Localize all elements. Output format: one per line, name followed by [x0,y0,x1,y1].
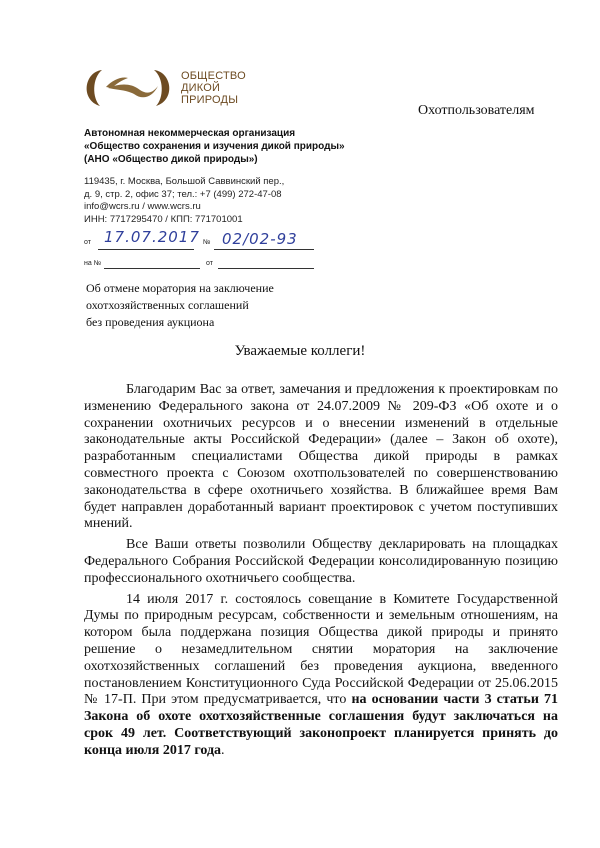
logo-bird [108,85,158,98]
contact-block [84,176,384,226]
address-line-2: д. 9, стр. 2, офис 37; тел.: +7 (499) 272-47-08 [84,188,282,200]
reference-date-line [218,268,314,269]
email-website: info@wcrs.ru / www.wcrs.ru [84,201,201,212]
reference-line [104,268,200,269]
letter-body [84,382,558,764]
logo-line-2: ДИКОЙ [181,82,221,94]
paragraph-2: Все Ваши ответы позволили Обществу декларировать на площадках Федерального Собрания Российской Федерации консолидированную позицию профессионального охотничьего сообщества. [84,537,558,586]
handwritten-number: 02/02-93 [222,230,298,248]
org-line-2: «Общество сохранения и изучения дикой природы» [84,141,345,152]
logo-line-3: ПРИРОДЫ [181,94,239,106]
org-line-3: (АНО «Общество дикой природы») [84,154,258,165]
logo-right-arc [154,70,169,106]
letter-subject [86,280,326,331]
recipient: Охотпользователям [418,103,535,118]
organization-name [84,127,384,166]
reference-date-label: от [206,260,213,267]
subject-line-1: Об отмене моратория на заключение [86,281,274,295]
subject-line-2: охотхозяйственных соглашений [86,298,249,312]
paragraph-3-bold: на основании части 3 статьи 71 Закона об охоте охотхозяйственные соглашения будут заключаться на срок 49 лет. Соответствующий законопроект планируется принять до конца июля 2017 года [84,692,559,758]
reference-label: на № [84,260,102,267]
date-label: от [84,239,91,246]
logo-wordmark [181,70,291,106]
org-line-1: Автономная некоммерческая организация [84,128,296,139]
address-line-1: 119435, г. Москва, Большой Саввинский пер., [84,176,285,187]
organization-logo [78,64,178,114]
number-label: № [203,239,211,246]
date-line [98,249,194,250]
number-line [214,249,314,250]
paragraph-3 [84,592,558,760]
handwritten-date: 17.07.2017 [104,228,200,246]
logo-left-arc [87,70,102,106]
greeting: Уважаемые коллеги! [234,343,366,359]
paragraph-3-text: 14 июля 2017 г. состоялось совещание в Комитете Государственной Думы по природным ресурсам, собственности и земельным отношениям, на котором была поддержана позиция Общества дикой природы и принято решение о незамедлительном снятии моратория на заключение охотхозяйственных соглашений без проведения аукциона, введенного постановлением Конституционного Суда Российской Федерации от 25.06.2015 № 17-П. При этом предусматривается, что [84,591,558,708]
tax-ids: ИНН: 7717295470 / КПП: 771701001 [84,213,243,225]
paragraph-1: Благодарим Вас за ответ, замечания и предложения к проектировкам по изменению Федерального закона от 24.07.2009 № 209-ФЗ «Об охоте и о сохранении охотничьих ресурсов и о внесении изменений в отдельные законодательные акты Российской Федерации» (далее – Закон об охоте), разработанным специалистами Общества дикой природы в рамках совместного проекта с Союзом охотпользователей по совершенствованию законодательства в сфере охотничьего хозяйства. В ближайшее время Вам будет направлен доработанный вариант проектировок с учетом поступивших мнений. [84,382,558,532]
paragraph-3-end: . [221,742,225,758]
subject-line-3: без проведения аукциона [86,315,215,329]
logo-line-1: ОБЩЕСТВО [181,70,246,82]
